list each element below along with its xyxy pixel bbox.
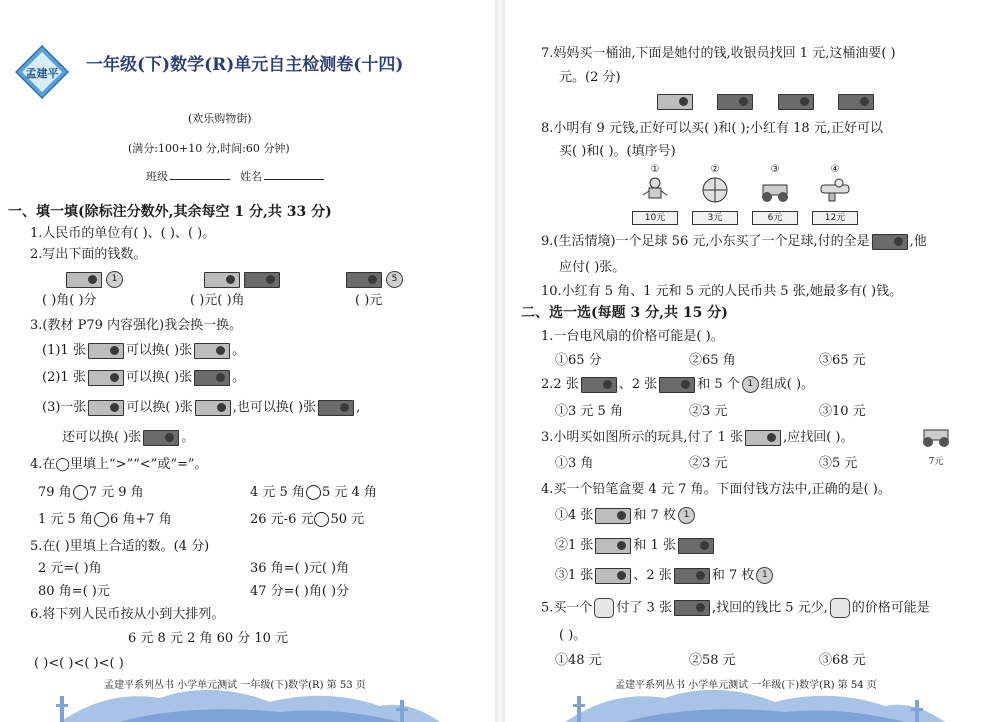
choice-5-text-b: 付了 3 张 [616, 600, 672, 616]
q2-money-group1 [64, 271, 125, 289]
q5-c: 80 角=( )元 [38, 584, 110, 599]
choice-2-text-b: 、2 张 [618, 377, 658, 392]
coin-icon: 1 [756, 567, 773, 584]
toy-price: 10元 [632, 211, 678, 225]
coin-icon: 1 [678, 507, 695, 524]
banknote-icon [244, 272, 280, 288]
q4-a-left: 79 角 [38, 485, 72, 500]
page-footer: 孟建平系列丛书 小学单元测试 一年级(下)数学(R) 第 53 页 [104, 680, 366, 691]
q3-3-text-b: 可以换( )张 [126, 400, 193, 415]
choice-3-toy [915, 424, 957, 467]
footer-landscape [505, 662, 1000, 722]
toy-ball [691, 164, 739, 225]
coin-icon: 1 [106, 271, 123, 288]
coin-icon: 1 [742, 376, 759, 393]
toy-car-icon [755, 175, 795, 205]
toy-price: 12元 [812, 211, 858, 225]
q5-a: 2 元=( )角 [38, 561, 102, 576]
score-info: (满分:100+10 分,时间:60 分钟) [128, 142, 290, 155]
question-7-cont: 元。(2 分) [559, 70, 621, 85]
toy-price: 3元 [692, 211, 738, 225]
q4-c-right: 6 角+7 角 [109, 512, 172, 527]
question-7: 7.妈妈买一桶油,下面是她付的钱,收银员找回 1 元,这桶油要( ) [541, 46, 896, 61]
choice-4-opt-c[interactable] [555, 567, 775, 585]
choice-2-text-d: 组成( )。 [760, 377, 815, 392]
compare-circle[interactable] [94, 512, 109, 527]
banknote-icon [674, 568, 710, 584]
q4-a-right: 7 元 9 角 [88, 485, 144, 500]
q5-d: 47 分=( )角( )分 [250, 584, 350, 599]
choice-3-text-b: ,应找回( )。 [783, 430, 854, 445]
compare-circle[interactable] [314, 512, 329, 527]
toy-number: ④ [830, 164, 840, 175]
banknote-icon [595, 508, 631, 524]
banknote-icon [195, 400, 231, 416]
choice-5-text-a: 5.买一个 [541, 600, 593, 616]
choice-1-opt-b[interactable]: ②65 角 [689, 353, 736, 368]
water-gun-icon [815, 175, 855, 205]
toy-car [751, 164, 799, 225]
toy-car-icon [916, 424, 956, 450]
choice-5-opt-a[interactable]: ①48 元 [555, 653, 602, 668]
q3-2-text-a: (2)1 张 [42, 370, 86, 385]
backpack-icon [594, 598, 614, 618]
toy-number: ① [650, 164, 660, 175]
q3-part1 [42, 342, 245, 360]
choice-4-a-text-b: 和 7 枚 [633, 508, 676, 523]
question-4: 4.在◯里填上“>”“<”或“=”。 [30, 457, 208, 472]
q2-money-group2 [202, 271, 282, 289]
name-label: 姓名 [240, 170, 262, 183]
name-blank[interactable] [264, 179, 324, 180]
choice-3 [541, 429, 854, 447]
q2-answer-3: ( )元 [355, 293, 383, 308]
choice-4-opt-a[interactable] [555, 507, 697, 525]
banknote-icon [838, 94, 874, 110]
banknote-icon [717, 94, 753, 110]
choice-1: 1.一台电风扇的价格可能是( )。 [541, 329, 724, 344]
banknote-icon [88, 370, 124, 386]
choice-2-opt-b[interactable]: ②3 元 [689, 404, 728, 419]
q3-part3 [42, 399, 360, 417]
page-footer: 孟建平系列丛书 小学单元测试 一年级(下)数学(R) 第 54 页 [615, 680, 877, 691]
question-9-cont: 应付( )张。 [559, 260, 626, 275]
banknote-icon [194, 343, 230, 359]
choice-4-c-text-b: 、2 张 [633, 568, 672, 583]
choice-5-cont: ( )。 [559, 628, 587, 643]
q2-money-group3 [344, 271, 405, 289]
choice-4-b-text-a: ②1 张 [555, 538, 594, 553]
banknote-icon [346, 272, 382, 288]
publisher-logo-icon [14, 44, 70, 100]
choice-5-opt-b[interactable]: ②58 元 [689, 653, 736, 668]
banknote-icon [657, 94, 693, 110]
q4-compare-c [38, 511, 172, 529]
q3-1-text-a: (1)1 张 [42, 343, 86, 358]
q4-b-right: 5 元 4 角 [321, 485, 377, 500]
banknote-icon [204, 272, 240, 288]
question-2: 2.写出下面的钱数。 [30, 247, 147, 262]
q4-compare-b [250, 484, 377, 502]
q3-4-text-b: 。 [181, 430, 195, 445]
banknote-icon [194, 370, 230, 386]
q3-part4 [62, 429, 194, 447]
choice-4-opt-b[interactable] [555, 537, 716, 555]
banknote-icon [678, 538, 714, 554]
q2-answer-1: ( )角( )分 [42, 293, 97, 308]
banknote-icon [581, 377, 617, 393]
q3-part2 [42, 369, 245, 387]
choice-5 [541, 598, 930, 618]
choice-3-opt-b[interactable]: ②3 元 [689, 456, 728, 471]
class-blank[interactable] [170, 179, 230, 180]
class-label: 班级 [146, 170, 168, 183]
toy-price: 6元 [752, 211, 798, 225]
q4-d-right: 50 元 [330, 512, 365, 527]
section1-heading: 一、填一填(除标注分数外,其余每空 1 分,共 33 分) [8, 204, 332, 220]
choice-2-opt-a[interactable]: ①3 元 5 角 [555, 404, 623, 419]
banknote-icon [872, 234, 908, 250]
choice-4-b-text-b: 和 1 张 [633, 538, 676, 553]
question-3: 3.(教材 P79 内容强化)我会换一换。 [30, 318, 243, 333]
coin-icon: 5 [386, 271, 403, 288]
q3-3-text-d: , [356, 400, 361, 415]
subtitle: (欢乐购物街) [188, 112, 252, 125]
q9-text-b: ,他 [909, 234, 927, 249]
compare-circle[interactable] [73, 485, 88, 500]
toy-robot [631, 164, 679, 225]
choice-5-text-c: ,找回的钱比 5 元少, [711, 600, 828, 616]
q4-compare-d [250, 511, 364, 529]
q3-1-text-c: 。 [232, 343, 246, 358]
class-name-line [146, 168, 324, 186]
choice-4-a-text-a: ①4 张 [555, 508, 594, 523]
toy-number: ③ [770, 164, 780, 175]
choice-4-c-text-c: 和 7 枚 [711, 568, 755, 583]
robot-toy-icon [635, 175, 675, 205]
basketball-icon [695, 175, 735, 205]
q3-2-text-b: 可以换( )张 [125, 370, 193, 385]
left-page [0, 0, 495, 722]
choice-2-text-c: 和 5 个 [697, 377, 740, 392]
choice-1-opt-a[interactable]: ①65 分 [555, 353, 602, 368]
compare-circle[interactable] [306, 485, 321, 500]
q5-b: 36 角=( )元( )角 [250, 561, 350, 576]
banknote-icon [143, 430, 179, 446]
q3-3-text-c: ,也可以换( )张 [232, 400, 317, 415]
logo-text: 孟建平 [25, 67, 59, 80]
choice-4-c-text-a: ③1 张 [555, 568, 594, 583]
q6-answer: ( )<( )<( )<( ) [34, 656, 124, 671]
choice-3-opt-c[interactable]: ③5 元 [819, 456, 858, 471]
q3-1-text-b: 可以换( )张 [125, 343, 193, 358]
right-page [505, 0, 1000, 722]
question-1: 1.人民币的单位有( )、( )、( )。 [30, 226, 216, 241]
banknote-icon [778, 94, 814, 110]
choice-5-text-d: 的价格可能是 [851, 600, 930, 616]
banknote-icon [88, 343, 124, 359]
banknote-icon [318, 400, 354, 416]
page-title: 一年级(下)数学(R)单元自主检测卷(十四) [86, 55, 404, 75]
question-5: 5.在( )里填上合适的数。(4 分) [30, 539, 210, 554]
choice-5-opt-c[interactable]: ③68 元 [819, 653, 866, 668]
footer-landscape [0, 662, 495, 722]
q4-d-left: 26 元-6 元 [250, 512, 314, 527]
banknote-icon [659, 377, 695, 393]
choice-3-text-a: 3.小明买如图所示的玩具,付了 1 张 [541, 430, 744, 445]
choice-1-opt-c[interactable]: ③65 元 [819, 353, 866, 368]
q7-banknotes [655, 93, 876, 111]
banknote-icon [88, 400, 124, 416]
choice-2-opt-c[interactable]: ③10 元 [819, 404, 866, 419]
choice-2 [541, 376, 814, 394]
q3-2-text-c: 。 [232, 370, 246, 385]
banknote-icon [674, 600, 710, 616]
choice-4: 4.买一个铅笔盒要 4 元 7 角。下面付钱方法中,正确的是( )。 [541, 482, 891, 497]
toy-watergun [811, 164, 859, 225]
question-9 [541, 233, 927, 251]
banknote-icon [595, 568, 631, 584]
question-6: 6.将下列人民币按从小到大排列。 [30, 607, 225, 622]
question-8: 8.小明有 9 元钱,正好可以买( )和( );小红有 18 元,正好可以 [541, 121, 883, 136]
toy-number: ② [710, 164, 720, 175]
question-10: 10.小红有 5 角、1 元和 5 元的人民币共 5 张,她最多有( )钱。 [541, 284, 903, 299]
q4-compare-a [38, 484, 144, 502]
q4-b-left: 4 元 5 角 [250, 485, 305, 500]
backpack-icon [830, 598, 850, 618]
book-gutter [495, 0, 505, 722]
choice-3-toy-price: 7元 [928, 457, 944, 467]
q3-3-text-a: (3)一张 [42, 400, 87, 415]
question-8-cont: 买( )和( )。(填序号) [559, 144, 676, 159]
q4-c-left: 1 元 5 角 [38, 512, 93, 527]
q6-items: 6 元 8 元 2 角 60 分 10 元 [128, 631, 289, 646]
choice-3-opt-a[interactable]: ①3 角 [555, 456, 594, 471]
q9-text-a: 9.(生活情境)一个足球 56 元,小东买了一个足球,付的全是 [541, 234, 870, 249]
q3-4-text-a: 还可以换( )张 [62, 430, 142, 445]
choice-2-text-a: 2.2 张 [541, 377, 579, 392]
banknote-icon [595, 538, 631, 554]
section2-heading: 二、选一选(每题 3 分,共 15 分) [521, 305, 728, 321]
q2-answer-2: ( )元( )角 [190, 293, 245, 308]
banknote-icon [745, 430, 781, 446]
banknote-icon [66, 272, 102, 288]
